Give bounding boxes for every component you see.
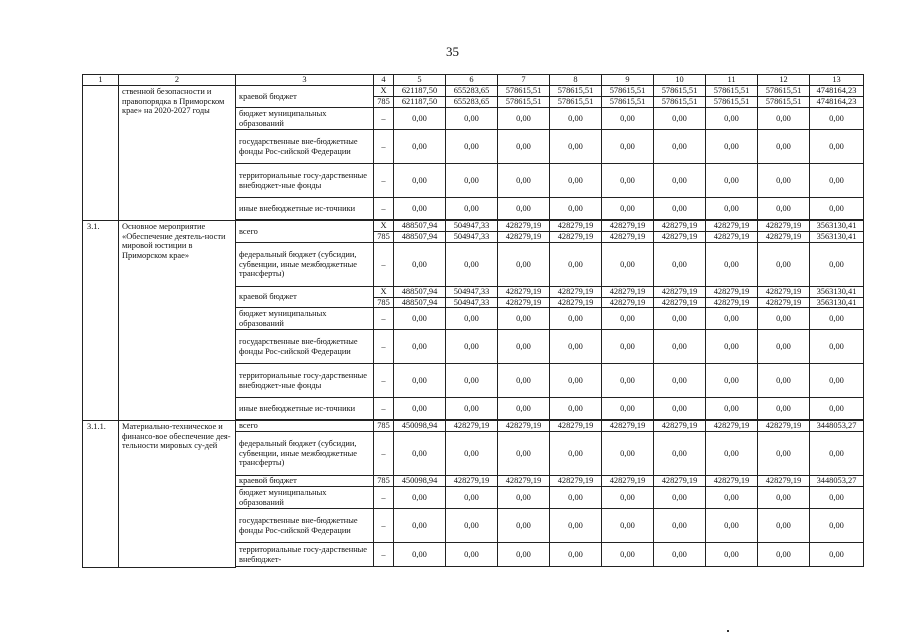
value-cell: 655283,65 xyxy=(446,86,498,97)
value-cell: 428279,19 xyxy=(758,232,810,243)
source-label-cell: территориальные госу-дарственные внебюджет- xyxy=(236,543,374,567)
total-cell: 3563130,41 xyxy=(810,221,864,232)
table-row xyxy=(83,221,864,232)
program-name-cell: ственной безопасности и правопорядка в Приморском крае» на 2020-2027 годы xyxy=(119,86,236,221)
value-cell: 504947,33 xyxy=(446,287,498,298)
total-cell: 3448053,27 xyxy=(810,476,864,487)
value-cell: 0,00 xyxy=(446,487,498,509)
value-cell: 0,00 xyxy=(602,108,654,130)
value-cell: 428279,19 xyxy=(758,221,810,232)
value-cell: 0,00 xyxy=(550,243,602,287)
value-cell: 0,00 xyxy=(654,398,706,420)
source-label-cell: территориальные госу-дарственные внебюджет-ные фонды xyxy=(236,164,374,198)
value-cell: 428279,19 xyxy=(550,421,602,432)
value-cell: 0,00 xyxy=(498,543,550,567)
value-cell: 578615,51 xyxy=(758,97,810,108)
total-cell: 0,00 xyxy=(810,308,864,330)
total-cell: 0,00 xyxy=(810,330,864,364)
value-cell: 0,00 xyxy=(602,432,654,476)
value-cell: 0,00 xyxy=(394,243,446,287)
value-cell: 428279,19 xyxy=(550,221,602,232)
column-header: 4 xyxy=(374,75,394,86)
value-cell: 621187,50 xyxy=(394,86,446,97)
value-cell: 0,00 xyxy=(498,164,550,198)
value-cell: 0,00 xyxy=(758,364,810,398)
source-label-cell: федеральный бюджет (субсидии, субвенции, иные межбюджетные трансферты) xyxy=(236,243,374,287)
value-cell: 0,00 xyxy=(654,130,706,164)
value-cell: 0,00 xyxy=(602,308,654,330)
value-cell: 0,00 xyxy=(654,364,706,398)
code-cell: 785 xyxy=(374,97,394,108)
value-cell: 578615,51 xyxy=(706,97,758,108)
value-cell: 0,00 xyxy=(498,509,550,543)
column-header: 11 xyxy=(706,75,758,86)
source-label-cell: территориальные госу-дарственные внебюджет-ные фонды xyxy=(236,364,374,398)
total-cell: 0,00 xyxy=(810,509,864,543)
value-cell: 0,00 xyxy=(758,243,810,287)
value-cell: 0,00 xyxy=(446,509,498,543)
value-cell: 0,00 xyxy=(602,509,654,543)
value-cell: 0,00 xyxy=(550,487,602,509)
source-label-cell: государственные вне-бюджетные фонды Рос-сийской Федерации xyxy=(236,330,374,364)
value-cell: 428279,19 xyxy=(654,221,706,232)
value-cell: 0,00 xyxy=(602,130,654,164)
table-row xyxy=(83,86,864,97)
value-cell: 578615,51 xyxy=(602,86,654,97)
value-cell: 428279,19 xyxy=(602,421,654,432)
code-cell: – xyxy=(374,198,394,220)
value-cell: 428279,19 xyxy=(498,421,550,432)
value-cell: 0,00 xyxy=(498,330,550,364)
value-cell: 0,00 xyxy=(550,543,602,567)
value-cell: 0,00 xyxy=(706,543,758,567)
value-cell: 0,00 xyxy=(394,164,446,198)
source-label-cell: федеральный бюджет (субсидии, субвенции, иные межбюджетные трансферты) xyxy=(236,432,374,476)
value-cell: 0,00 xyxy=(394,130,446,164)
program-name-cell: Основное мероприятие «Обеспечение деятель-ности мировой юстиции в Приморском крае» xyxy=(119,221,236,421)
column-header: 1 xyxy=(83,75,119,86)
value-cell: 0,00 xyxy=(498,198,550,220)
value-cell: 0,00 xyxy=(446,164,498,198)
value-cell: 0,00 xyxy=(654,108,706,130)
value-cell: 0,00 xyxy=(602,164,654,198)
value-cell: 0,00 xyxy=(706,130,758,164)
code-cell: – xyxy=(374,308,394,330)
row-number-cell: 3.1. xyxy=(83,221,119,421)
source-label-cell: государственные вне-бюджетные фонды Рос-сийской Федерации xyxy=(236,130,374,164)
column-header: 2 xyxy=(119,75,236,86)
value-cell: 0,00 xyxy=(446,243,498,287)
value-cell: 578615,51 xyxy=(550,97,602,108)
code-cell: – xyxy=(374,164,394,198)
row-number-cell: 3.1.1. xyxy=(83,421,119,568)
value-cell: 0,00 xyxy=(654,243,706,287)
value-cell: 578615,51 xyxy=(654,97,706,108)
total-cell: 0,00 xyxy=(810,487,864,509)
value-cell: 0,00 xyxy=(394,198,446,220)
code-cell: – xyxy=(374,543,394,567)
value-cell: 504947,33 xyxy=(446,297,498,308)
value-cell: 0,00 xyxy=(550,308,602,330)
value-cell: 428279,19 xyxy=(758,476,810,487)
value-cell: 0,00 xyxy=(498,398,550,420)
total-cell: 0,00 xyxy=(810,164,864,198)
value-cell: 428279,19 xyxy=(706,232,758,243)
column-header: 7 xyxy=(498,75,550,86)
value-cell: 428279,19 xyxy=(706,297,758,308)
value-cell: 488507,94 xyxy=(394,297,446,308)
value-cell: 428279,19 xyxy=(654,476,706,487)
value-cell: 428279,19 xyxy=(446,476,498,487)
column-header: 12 xyxy=(758,75,810,86)
value-cell: 578615,51 xyxy=(654,86,706,97)
value-cell: 0,00 xyxy=(706,487,758,509)
code-cell: – xyxy=(374,398,394,420)
value-cell: 428279,19 xyxy=(498,287,550,298)
value-cell: 0,00 xyxy=(706,108,758,130)
value-cell: 428279,19 xyxy=(654,287,706,298)
value-cell: 428279,19 xyxy=(550,297,602,308)
value-cell: 0,00 xyxy=(498,130,550,164)
value-cell: 0,00 xyxy=(550,432,602,476)
value-cell: 0,00 xyxy=(498,243,550,287)
code-cell: 785 xyxy=(374,421,394,432)
value-cell: 0,00 xyxy=(446,330,498,364)
value-cell: 488507,94 xyxy=(394,287,446,298)
value-cell: 0,00 xyxy=(758,164,810,198)
value-cell: 578615,51 xyxy=(602,97,654,108)
column-header: 13 xyxy=(810,75,864,86)
column-header: 9 xyxy=(602,75,654,86)
column-header: 3 xyxy=(236,75,374,86)
value-cell: 428279,19 xyxy=(654,297,706,308)
value-cell: 0,00 xyxy=(498,364,550,398)
total-cell: 3448053,27 xyxy=(810,421,864,432)
value-cell: 428279,19 xyxy=(498,297,550,308)
value-cell: 428279,19 xyxy=(550,232,602,243)
code-cell: X xyxy=(374,86,394,97)
value-cell: 0,00 xyxy=(602,330,654,364)
total-cell: 0,00 xyxy=(810,198,864,220)
row-number-cell xyxy=(83,86,119,221)
value-cell: 0,00 xyxy=(758,198,810,220)
value-cell: 428279,19 xyxy=(550,287,602,298)
value-cell: 0,00 xyxy=(498,432,550,476)
code-cell: – xyxy=(374,108,394,130)
value-cell: 0,00 xyxy=(706,509,758,543)
total-cell: 0,00 xyxy=(810,543,864,567)
value-cell: 488507,94 xyxy=(394,221,446,232)
total-cell: 0,00 xyxy=(810,130,864,164)
value-cell: 0,00 xyxy=(758,130,810,164)
value-cell: 0,00 xyxy=(758,308,810,330)
scan-speck xyxy=(727,630,729,632)
value-cell: 0,00 xyxy=(602,398,654,420)
value-cell: 0,00 xyxy=(758,487,810,509)
value-cell: 0,00 xyxy=(706,198,758,220)
value-cell: 0,00 xyxy=(654,330,706,364)
column-header: 8 xyxy=(550,75,602,86)
value-cell: 0,00 xyxy=(602,543,654,567)
source-label-cell: краевой бюджет xyxy=(236,86,374,108)
value-cell: 0,00 xyxy=(394,308,446,330)
total-cell: 0,00 xyxy=(810,243,864,287)
column-header: 10 xyxy=(654,75,706,86)
value-cell: 0,00 xyxy=(758,543,810,567)
value-cell: 0,00 xyxy=(446,198,498,220)
page-number: 35 xyxy=(446,44,459,59)
value-cell: 0,00 xyxy=(654,509,706,543)
value-cell: 0,00 xyxy=(758,509,810,543)
source-label-cell: бюджет муниципальных образований xyxy=(236,308,374,330)
value-cell: 428279,19 xyxy=(654,232,706,243)
value-cell: 428279,19 xyxy=(758,421,810,432)
code-cell: – xyxy=(374,487,394,509)
value-cell: 0,00 xyxy=(394,509,446,543)
value-cell: 428279,19 xyxy=(498,476,550,487)
value-cell: 0,00 xyxy=(706,308,758,330)
value-cell: 0,00 xyxy=(394,108,446,130)
value-cell: 0,00 xyxy=(394,364,446,398)
code-cell: 785 xyxy=(374,297,394,308)
value-cell: 578615,51 xyxy=(550,86,602,97)
value-cell: 0,00 xyxy=(758,108,810,130)
value-cell: 0,00 xyxy=(602,243,654,287)
value-cell: 0,00 xyxy=(394,432,446,476)
value-cell: 428279,19 xyxy=(446,421,498,432)
source-label-cell: бюджет муниципальных образований xyxy=(236,108,374,130)
value-cell: 0,00 xyxy=(654,487,706,509)
source-label-cell: всего xyxy=(236,421,374,432)
value-cell: 428279,19 xyxy=(654,421,706,432)
value-cell: 578615,51 xyxy=(758,86,810,97)
value-cell: 0,00 xyxy=(550,398,602,420)
source-label-cell: бюджет муниципальных образований xyxy=(236,487,374,509)
value-cell: 0,00 xyxy=(654,198,706,220)
code-cell: 785 xyxy=(374,476,394,487)
value-cell: 428279,19 xyxy=(602,287,654,298)
value-cell: 450098,94 xyxy=(394,421,446,432)
value-cell: 428279,19 xyxy=(498,221,550,232)
column-header: 6 xyxy=(446,75,498,86)
value-cell: 428279,19 xyxy=(602,221,654,232)
value-cell: 428279,19 xyxy=(498,232,550,243)
value-cell: 0,00 xyxy=(706,398,758,420)
value-cell: 0,00 xyxy=(446,432,498,476)
code-cell: – xyxy=(374,432,394,476)
value-cell: 0,00 xyxy=(602,198,654,220)
value-cell: 0,00 xyxy=(654,164,706,198)
code-cell: X xyxy=(374,287,394,298)
value-cell: 0,00 xyxy=(446,398,498,420)
value-cell: 504947,33 xyxy=(446,221,498,232)
column-header-row xyxy=(83,75,864,86)
total-cell: 0,00 xyxy=(810,432,864,476)
value-cell: 0,00 xyxy=(602,487,654,509)
value-cell: 428279,19 xyxy=(758,297,810,308)
total-cell: 0,00 xyxy=(810,108,864,130)
total-cell: 3563130,41 xyxy=(810,287,864,298)
value-cell: 0,00 xyxy=(758,330,810,364)
value-cell: 0,00 xyxy=(550,198,602,220)
value-cell: 0,00 xyxy=(394,543,446,567)
source-label-cell: государственные вне-бюджетные фонды Рос-сийской Федерации xyxy=(236,509,374,543)
code-cell: – xyxy=(374,364,394,398)
code-cell: – xyxy=(374,130,394,164)
code-cell: – xyxy=(374,509,394,543)
value-cell: 0,00 xyxy=(758,432,810,476)
value-cell: 0,00 xyxy=(394,487,446,509)
value-cell: 428279,19 xyxy=(602,297,654,308)
value-cell: 0,00 xyxy=(550,330,602,364)
budget-table xyxy=(82,74,864,568)
value-cell: 0,00 xyxy=(654,432,706,476)
value-cell: 0,00 xyxy=(706,243,758,287)
value-cell: 0,00 xyxy=(446,543,498,567)
value-cell: 0,00 xyxy=(446,308,498,330)
value-cell: 0,00 xyxy=(706,164,758,198)
total-cell: 0,00 xyxy=(810,398,864,420)
value-cell: 0,00 xyxy=(706,330,758,364)
value-cell: 621187,50 xyxy=(394,97,446,108)
value-cell: 428279,19 xyxy=(706,421,758,432)
total-cell: 4748164,23 xyxy=(810,97,864,108)
value-cell: 0,00 xyxy=(394,330,446,364)
value-cell: 428279,19 xyxy=(706,221,758,232)
value-cell: 450098,94 xyxy=(394,476,446,487)
value-cell: 578615,51 xyxy=(498,97,550,108)
value-cell: 0,00 xyxy=(550,108,602,130)
value-cell: 428279,19 xyxy=(602,476,654,487)
value-cell: 578615,51 xyxy=(498,86,550,97)
value-cell: 0,00 xyxy=(550,130,602,164)
value-cell: 0,00 xyxy=(446,108,498,130)
source-label-cell: всего xyxy=(236,221,374,243)
value-cell: 504947,33 xyxy=(446,232,498,243)
value-cell: 428279,19 xyxy=(602,232,654,243)
source-label-cell: краевой бюджет xyxy=(236,287,374,308)
source-label-cell: краевой бюджет xyxy=(236,476,374,487)
value-cell: 655283,65 xyxy=(446,97,498,108)
table-row xyxy=(83,421,864,432)
value-cell: 0,00 xyxy=(498,487,550,509)
value-cell: 0,00 xyxy=(706,364,758,398)
value-cell: 0,00 xyxy=(706,432,758,476)
code-cell: X xyxy=(374,221,394,232)
code-cell: 785 xyxy=(374,232,394,243)
value-cell: 488507,94 xyxy=(394,232,446,243)
total-cell: 3563130,41 xyxy=(810,232,864,243)
value-cell: 0,00 xyxy=(394,398,446,420)
total-cell: 3563130,41 xyxy=(810,297,864,308)
value-cell: 0,00 xyxy=(602,364,654,398)
code-cell: – xyxy=(374,330,394,364)
value-cell: 0,00 xyxy=(446,364,498,398)
code-cell: – xyxy=(374,243,394,287)
value-cell: 428279,19 xyxy=(550,476,602,487)
value-cell: 0,00 xyxy=(498,108,550,130)
value-cell: 0,00 xyxy=(550,364,602,398)
value-cell: 428279,19 xyxy=(706,476,758,487)
value-cell: 0,00 xyxy=(550,164,602,198)
value-cell: 0,00 xyxy=(446,130,498,164)
program-name-cell: Материально-техническое и финансо-вое обеспечение дея-тельности мировых су-дей xyxy=(119,421,236,568)
total-cell: 0,00 xyxy=(810,364,864,398)
value-cell: 0,00 xyxy=(654,543,706,567)
column-header: 5 xyxy=(394,75,446,86)
value-cell: 0,00 xyxy=(498,308,550,330)
source-label-cell: иные внебюджетные ис-точники xyxy=(236,398,374,420)
value-cell: 0,00 xyxy=(550,509,602,543)
value-cell: 578615,51 xyxy=(706,86,758,97)
source-label-cell: иные внебюджетные ис-точники xyxy=(236,198,374,220)
value-cell: 428279,19 xyxy=(706,287,758,298)
value-cell: 0,00 xyxy=(654,308,706,330)
total-cell: 4748164,23 xyxy=(810,86,864,97)
value-cell: 0,00 xyxy=(758,398,810,420)
value-cell: 428279,19 xyxy=(758,287,810,298)
